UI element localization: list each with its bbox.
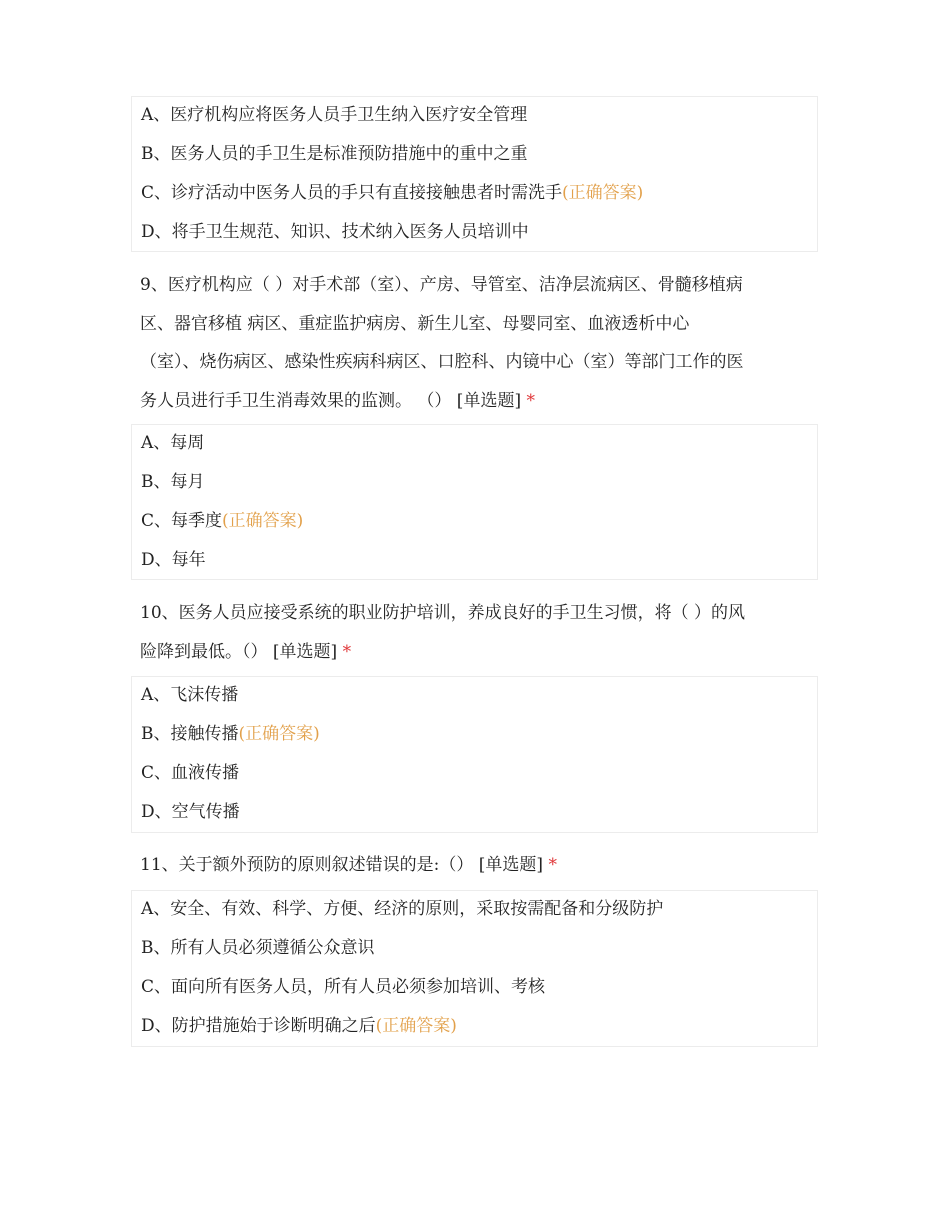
question-9-line-3: （室）、烧伤病区、感染性疾病科病区、口腔科、内镜中心（室）等部门工作的医 bbox=[140, 352, 744, 372]
required-mark: * bbox=[342, 641, 352, 662]
option-q10-c[interactable]: C、血液传播 bbox=[141, 763, 240, 783]
option-q9-a[interactable]: A、每周 bbox=[141, 433, 205, 453]
option-q11-b[interactable]: B、所有人员必须遵循公众意识 bbox=[141, 938, 375, 958]
option-q8-a[interactable]: A、医疗机构应将医务人员手卫生纳入医疗安全管理 bbox=[141, 105, 528, 125]
option-q8-b[interactable]: B、医务人员的手卫生是标准预防措施中的重中之重 bbox=[141, 144, 528, 164]
question-9-line-2: 区、器官移植 病区、重症监护病房、新生儿室、母婴同室、血液透析中心 bbox=[140, 313, 690, 334]
question-11 bbox=[140, 846, 812, 885]
question-10-line-2: 险降到最低。（） [单选题] * bbox=[140, 641, 352, 662]
correct-answer-label: (正确答案) bbox=[238, 724, 320, 744]
correct-answer-label: (正确答案) bbox=[375, 1016, 457, 1036]
required-mark: * bbox=[526, 390, 535, 411]
question-9 bbox=[140, 266, 812, 420]
question-10 bbox=[140, 594, 812, 671]
correct-answer-label: (正确答案) bbox=[222, 511, 304, 531]
option-q10-b[interactable]: B、接触传播(正确答案) bbox=[141, 724, 320, 744]
options-box-q11 bbox=[131, 890, 818, 1047]
option-q10-a[interactable]: A、飞沫传播 bbox=[141, 685, 239, 705]
question-9-line-1: 9、医疗机构应（ ）对手术部（室）、产房、导管室、洁净层流病区、骨髓移植病 bbox=[140, 275, 743, 295]
options-box-q9 bbox=[131, 424, 818, 580]
option-q11-d[interactable]: D、防护措施始于诊断明确之后(正确答案) bbox=[141, 1016, 457, 1036]
option-q11-c[interactable]: C、面向所有医务人员，所有人员必须参加培训、考核 bbox=[141, 977, 546, 997]
correct-answer-label: (正确答案) bbox=[562, 183, 644, 203]
option-q9-b[interactable]: B、每月 bbox=[141, 472, 205, 492]
option-q10-d[interactable]: D、空气传播 bbox=[141, 802, 240, 822]
required-mark: * bbox=[548, 855, 557, 875]
options-box-q10 bbox=[131, 676, 818, 833]
question-11-line-1: 11、关于额外预防的原则叙述错误的是:（） [单选题] * bbox=[140, 855, 557, 875]
option-q9-d[interactable]: D、每年 bbox=[141, 550, 206, 570]
option-q8-d[interactable]: D、将手卫生规范、知识、技术纳入医务人员培训中 bbox=[141, 222, 529, 242]
option-q9-c[interactable]: C、每季度(正确答案) bbox=[141, 511, 304, 531]
question-9-line-4: 务人员进行手卫生消毒效果的监测。 （） [单选题] * bbox=[140, 390, 535, 411]
options-box-q8 bbox=[131, 96, 818, 252]
question-10-line-1: 10、医务人员应接受系统的职业防护培训，养成良好的手卫生习惯，将（ ）的风 bbox=[140, 603, 746, 623]
option-q8-c[interactable]: C、诊疗活动中医务人员的手只有直接接触患者时需洗手(正确答案) bbox=[141, 183, 644, 203]
option-q11-a[interactable]: A、安全、有效、科学、方便、经济的原则，采取按需配备和分级防护 bbox=[141, 899, 664, 919]
